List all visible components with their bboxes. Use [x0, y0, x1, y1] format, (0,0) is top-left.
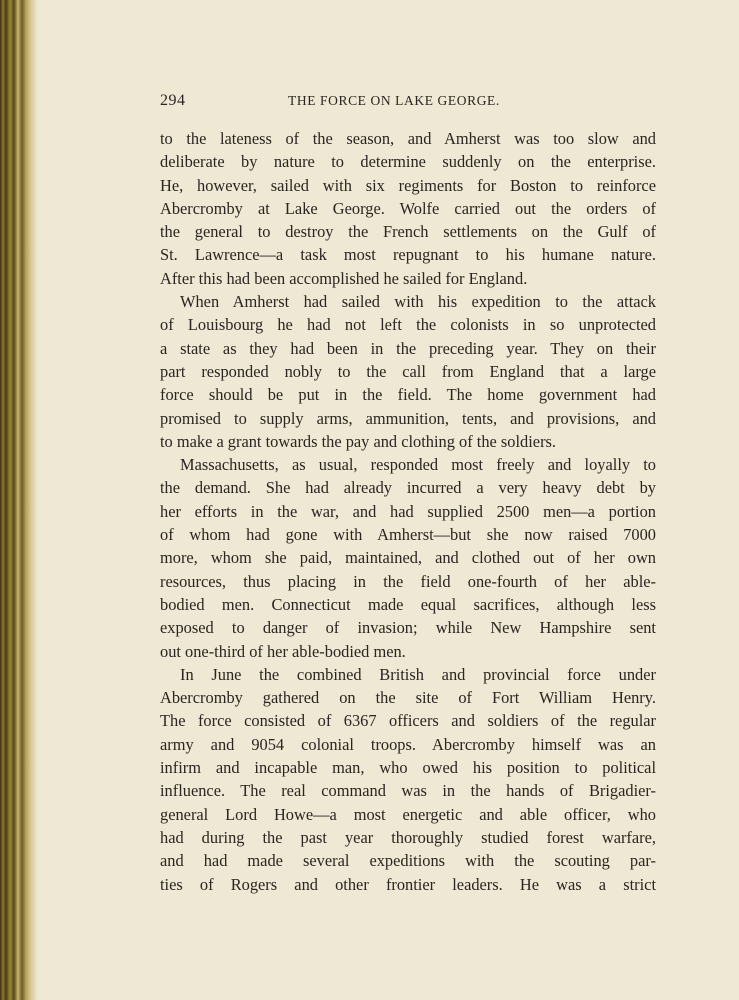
text-line: infirm and incapable man, who owed his position to political [160, 758, 656, 778]
text-line: St. Lawrence—a task most repugnant to his humane nature. [160, 245, 656, 265]
text-line: had during the past year thoroughly studied forest warfare, [160, 827, 656, 847]
text-line: bodied men. Connecticut made equal sacrifices, although less [160, 594, 656, 614]
text-line: He, however, sailed with six regiments for Boston to reinforce [160, 175, 656, 195]
text-line: more, whom she paid, maintained, and clothed out of her own [160, 548, 656, 568]
text-line: and had made several expeditions with the scouting par- [160, 851, 656, 871]
text-line: force should be put in the field. The home government had [160, 385, 656, 405]
text-line: promised to supply arms, ammunition, tents, and provisions, and [160, 408, 656, 428]
text-line: her efforts in the war, and had supplied 2500 men—a portion [160, 501, 656, 521]
book-spine [0, 0, 38, 1000]
text-line: influence. The real command was in the hands of Brigadier- [160, 781, 656, 801]
text-line: Abercromby at Lake George. Wolfe carried out the orders of [160, 198, 656, 218]
text-line: The force consisted of 6367 officers and soldiers of the regular [160, 711, 656, 731]
text-line: exposed to danger of invasion; while New Hampshire sent [160, 618, 656, 638]
text-line: When Amherst had sailed with his expedition to the attack [180, 292, 656, 312]
running-head: THE FORCE ON LAKE GEORGE. [288, 93, 500, 108]
page-number: 294 [160, 92, 186, 109]
text-line: deliberate by nature to determine suddenly on the enterprise. [160, 152, 656, 172]
text-line: of Louisbourg he had not left the colonists in so unprotected [160, 315, 656, 335]
body-text [160, 127, 656, 896]
text-line: After this had been accomplished he sailed for England. [160, 268, 528, 288]
text-line: of whom had gone with Amherst—but she now raised 7000 [160, 525, 656, 545]
text-line: a state as they had been in the preceding year. They on their [160, 338, 656, 358]
text-line: the demand. She had already incurred a very heavy debt by [160, 478, 656, 498]
page-header [160, 92, 656, 112]
text-line: In June the combined British and provincial force under [180, 664, 656, 684]
text-line: general Lord Howe—a most energetic and able officer, who [160, 804, 656, 824]
text-line: out one-third of her able-bodied men. [160, 641, 406, 661]
text-line: resources, thus placing in the field one-fourth of her able- [160, 571, 656, 591]
text-line: Abercromby gathered on the site of Fort William Henry. [160, 688, 656, 708]
text-line: the general to destroy the French settlements on the Gulf of [160, 222, 656, 242]
text-line: Massachusetts, as usual, responded most freely and loyally to [180, 455, 656, 475]
text-line: army and 9054 colonial troops. Abercromby himself was an [160, 734, 656, 754]
text-line: ties of Rogers and other frontier leaders. He was a strict [160, 874, 656, 894]
text-line: to the lateness of the season, and Amherst was too slow and [160, 129, 656, 148]
text-line: part responded nobly to the call from England that a large [160, 361, 656, 381]
text-line: to make a grant towards the pay and clothing of the soldiers. [160, 431, 557, 451]
